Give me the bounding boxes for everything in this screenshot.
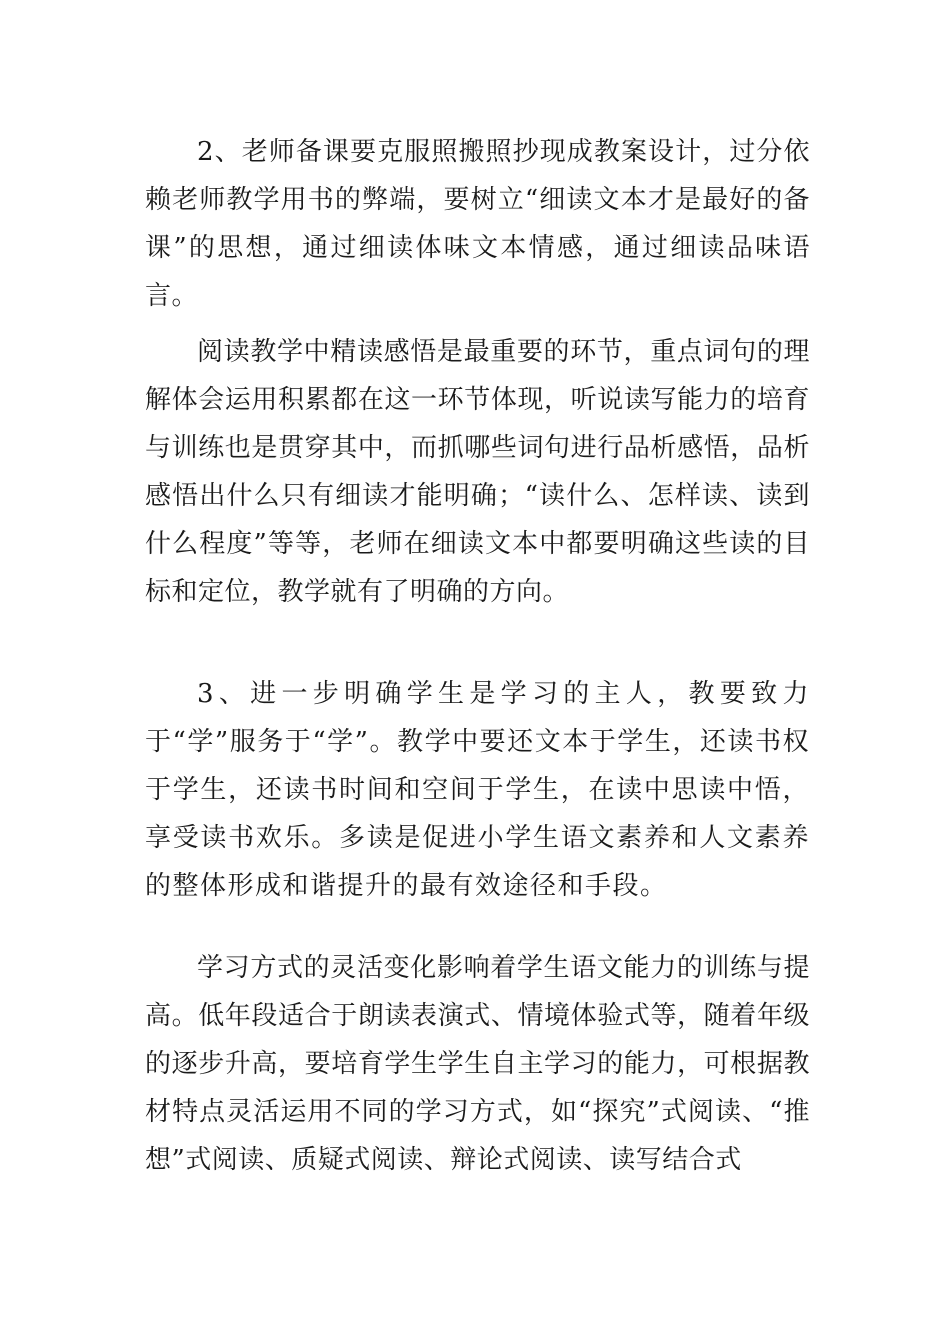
paragraph-lesson-preparation: 2、老师备课要克服照搬照抄现成教案设计，过分依赖老师教学用书的弊端，要树立“细读文本才是最好的备课”的思想，通过细读体味文本情感，通过细读品味语言。	[145, 137, 810, 311]
paragraph-student-centered: 3、进一步明确学生是学习的主人，教要致力于“学”服务于“学”。教学中要还文本于学生，还读书权于学生，还读书时间和空间于学生，在读中思读中悟，享受读书欢乐。多读是促进小学生语文素养和人文素养的整体形成和谐提升的最有效途径和手段。	[145, 679, 810, 901]
paragraph-intensive-reading: 阅读教学中精读感悟是最重要的环节，重点词句的理解体会运用积累都在这一环节体现，听说读写能力的培育与训练也是贯穿其中，而抓哪些词句进行品析感悟，品析感悟出什么只有细读才能明确；“读什么、怎样读、读到什么程度”等等，老师在细读文本中都要明确这些读的目标和定位，教学就有了明确的方向。	[145, 337, 810, 607]
paragraph-learning-methods: 学习方式的灵活变化影响着学生语文能力的训练与提高。低年段适合于朗读表演式、情境体验式等，随着年级的逐步升高，要培育学生学生自主学习的能力，可根据教材特点灵活运用不同的学习方式，如“探究”式阅读、“推想”式阅读、质疑式阅读、辩论式阅读、读写结合式	[145, 953, 810, 1175]
